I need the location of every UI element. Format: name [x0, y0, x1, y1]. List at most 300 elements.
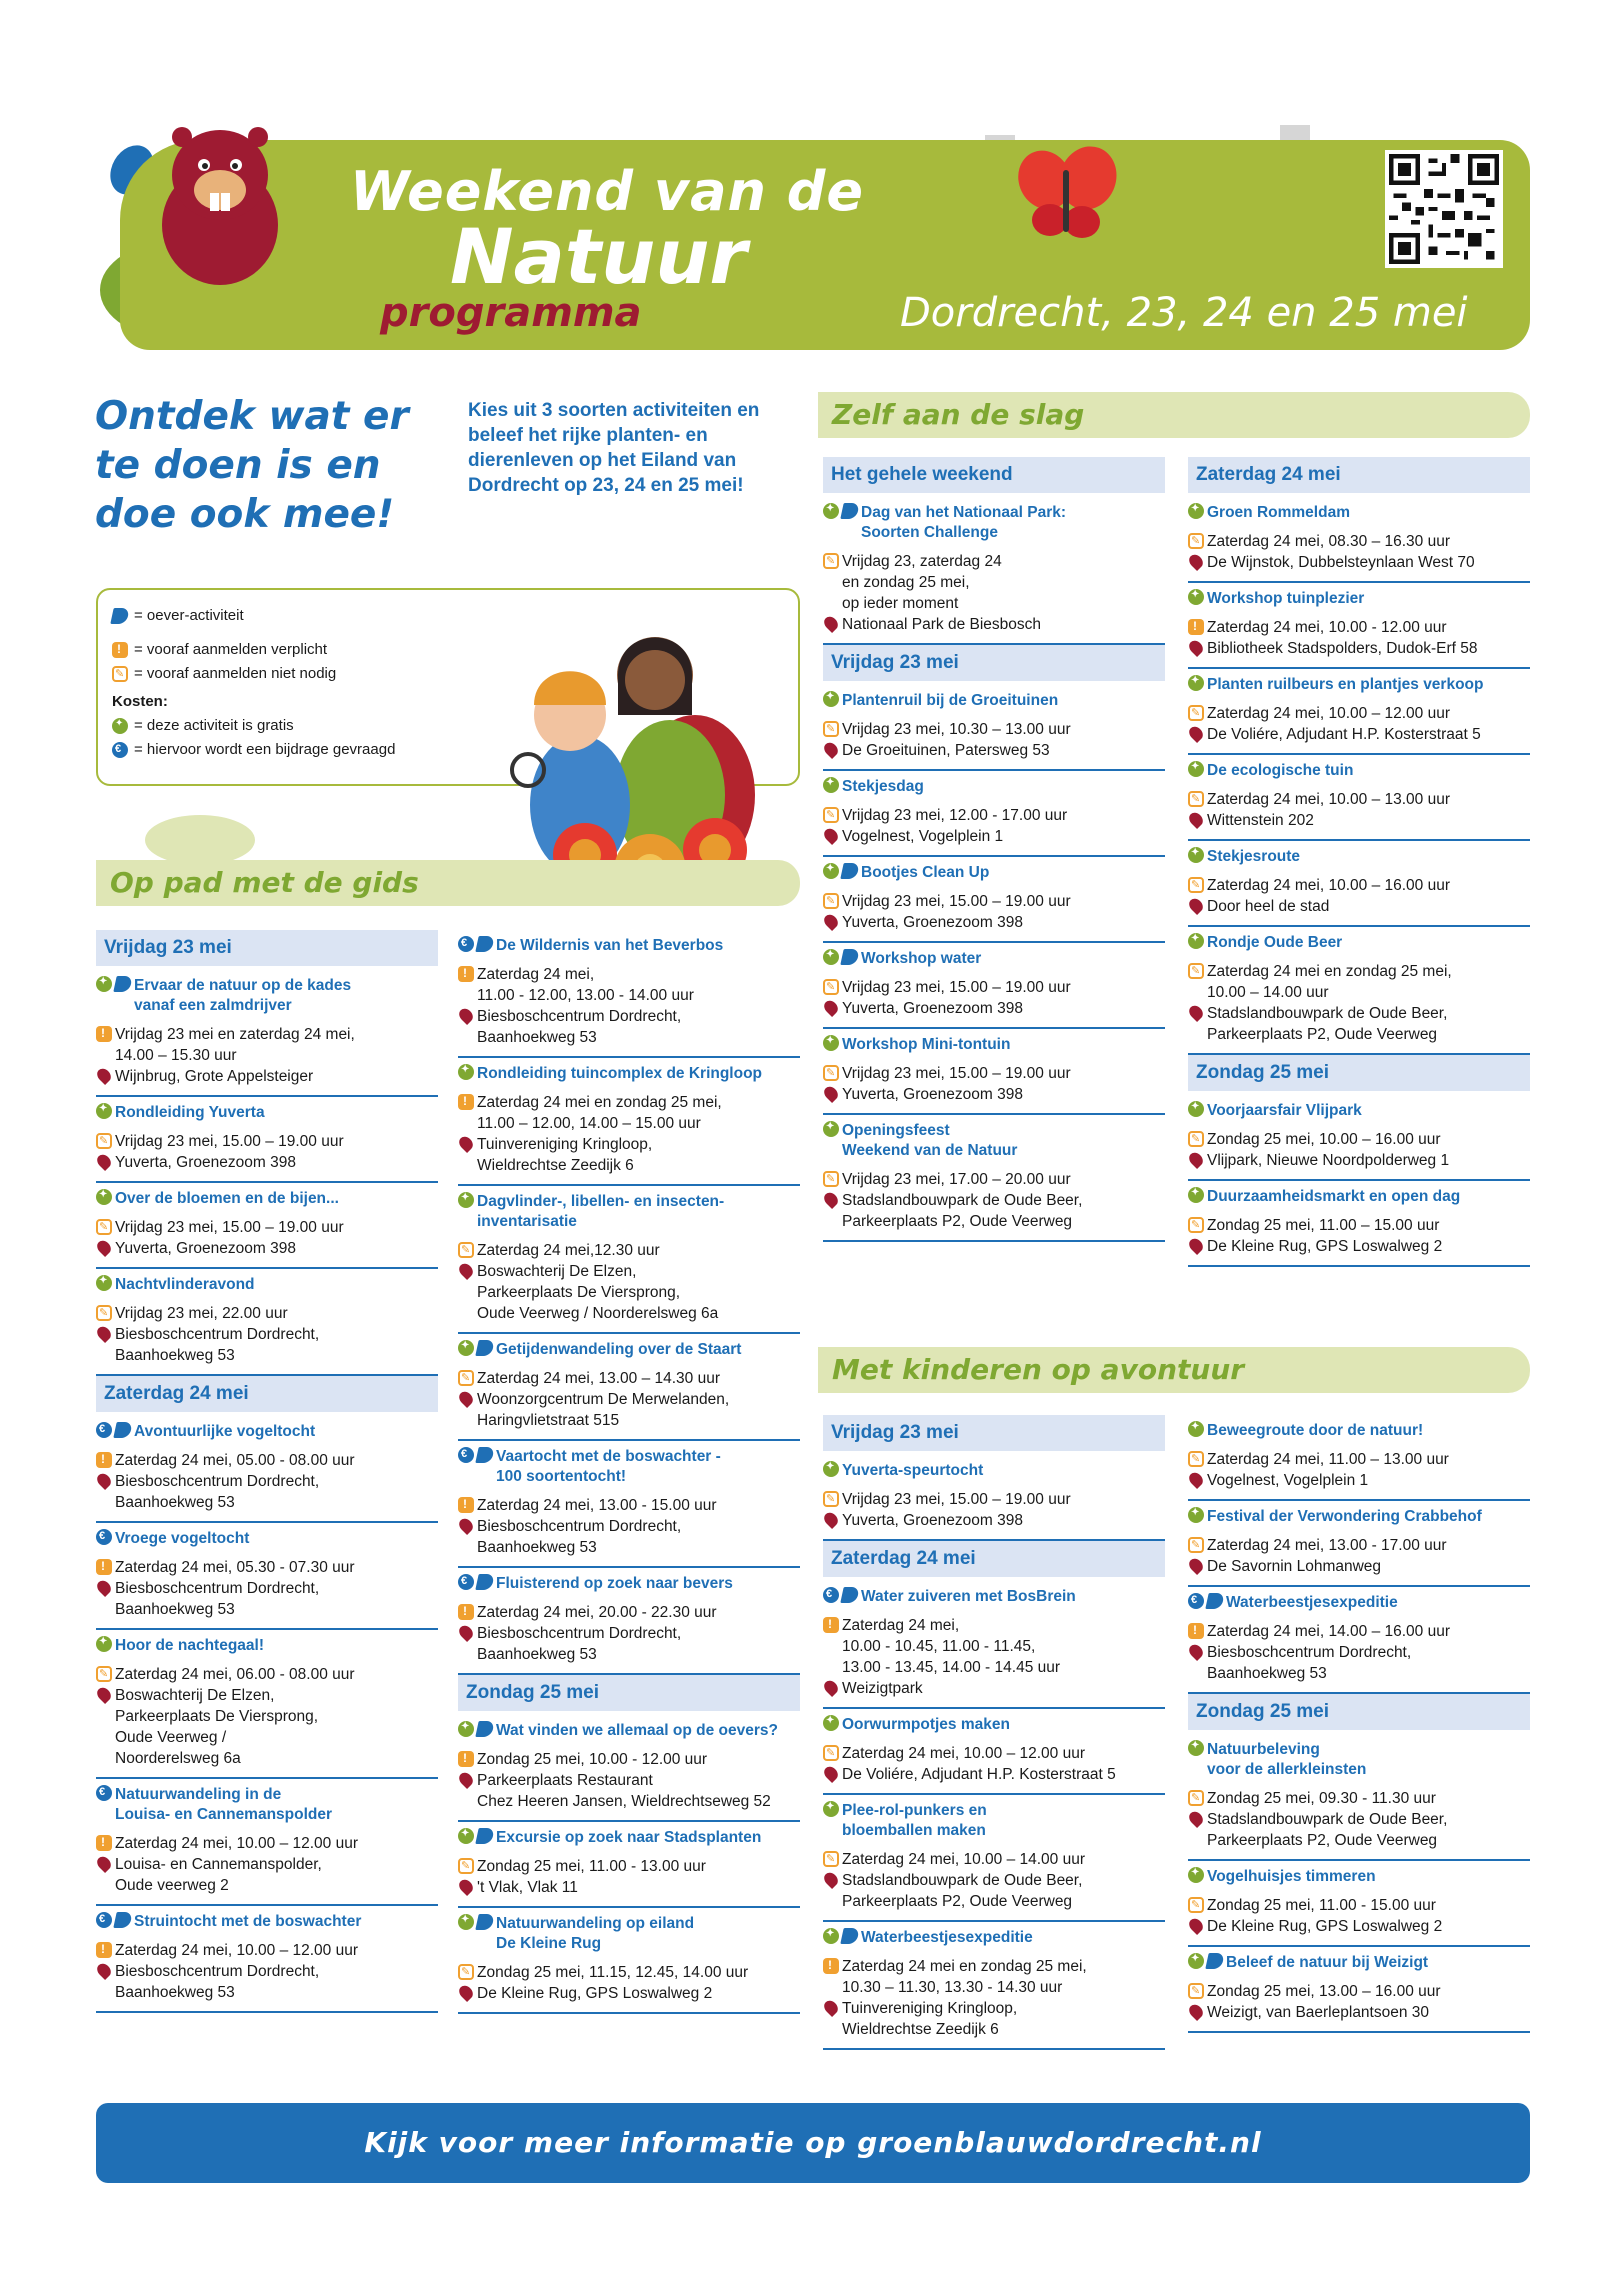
activity-where-text: Wijnbrug, Grote Appelsteiger — [115, 1068, 314, 1085]
activity-when — [458, 1240, 800, 1261]
location-pin-icon — [1186, 724, 1205, 743]
exclamation-icon — [458, 1751, 474, 1767]
column-zelf-left — [823, 457, 1165, 1242]
activity-where-text: Yuverta, Groenezoom 398 — [842, 1000, 1023, 1017]
pen-icon — [1188, 1790, 1204, 1806]
wave-icon — [1205, 1593, 1224, 1609]
column-gids-left — [96, 930, 438, 2013]
activity-where — [96, 1471, 438, 1513]
activity-item — [823, 1455, 1165, 1541]
activity-title — [823, 1121, 1165, 1161]
column-kinderen-right — [1188, 1415, 1530, 2033]
activity-when-text: Zaterdag 24 mei,12.30 uur — [477, 1242, 660, 1259]
activity-where — [96, 1152, 438, 1173]
activity-where-text: Boswachterij De Elzen, Parkeerplaats De Viersprong, Oude Veerweg / Noorderelsweg 6a — [477, 1263, 719, 1322]
activity-where-text: Biesboschcentrum Dordrecht, Baanhoekweg 53 — [115, 1580, 320, 1618]
activity-when — [458, 1749, 800, 1770]
activity-when-text: Zaterdag 24 mei, 05.30 - 07.30 uur — [115, 1559, 355, 1576]
location-pin-icon — [821, 1998, 840, 2017]
wave-icon — [110, 608, 129, 624]
star-icon — [1188, 1867, 1204, 1883]
star-icon — [823, 1461, 839, 1477]
euro-icon — [458, 936, 474, 952]
exclamation-icon — [96, 1835, 112, 1851]
star-icon — [96, 1189, 112, 1205]
activity-item — [823, 1029, 1165, 1115]
activity-where-text: Vogelnest, Vogelplein 1 — [842, 828, 1004, 845]
activity-where-text: Biesboschcentrum Dordrecht, Baanhoekweg 53 — [115, 1963, 320, 2001]
legend-row: ✦ = deze activiteit is gratis — [112, 714, 784, 738]
activity-when — [823, 719, 1165, 740]
activity-when — [458, 964, 800, 1006]
legend-row: € = hiervoor wordt een bijdrage gevraagd — [112, 738, 784, 762]
day-header: Vrijdag 23 mei — [823, 645, 1165, 681]
activity-title — [823, 1587, 1165, 1607]
pen-icon — [1188, 1537, 1204, 1553]
activity-item — [96, 1523, 438, 1630]
activity-when-text: Zaterdag 24 mei en zondag 25 mei, 11.00 – 12.00, 14.00 – 15.00 uur — [477, 1094, 722, 1132]
star-icon — [96, 1636, 112, 1652]
activity-title-text: Rondleiding tuincomplex de Kringloop — [477, 1065, 763, 1082]
title-line1: Weekend van de — [350, 160, 865, 223]
activity-item — [1188, 1095, 1530, 1181]
activity-title — [1188, 1101, 1530, 1121]
activity-title-text: Bootjes Clean Up — [861, 864, 990, 881]
title-line3: programma — [380, 290, 642, 336]
pen-icon — [1188, 1983, 1204, 1999]
activity-item — [458, 1334, 800, 1441]
activity-item — [458, 930, 800, 1058]
activity-when-text: Zaterdag 24 mei, 08.30 – 16.30 uur — [1207, 533, 1450, 550]
activity-title — [1188, 1867, 1530, 1887]
activity-where-text: Parkeerplaats Restaurant Chez Heeren Jansen, Wieldrechtseweg 52 — [477, 1772, 771, 1810]
location-pin-icon — [1186, 1236, 1205, 1255]
activity-when — [96, 1303, 438, 1324]
beaver-illustration — [150, 115, 290, 285]
star-icon — [823, 949, 839, 965]
activity-where-text: Boswachterij De Elzen, Parkeerplaats De Viersprong, Oude Veerweg / Noorderelsweg 6a — [115, 1687, 319, 1767]
star-icon — [1188, 761, 1204, 777]
star-icon — [823, 863, 839, 879]
activity-item — [823, 1709, 1165, 1795]
exclamation-icon — [96, 1559, 112, 1575]
activity-where-text: Tuinvereniging Kringloop, Wieldrechtse Zeedijk 6 — [477, 1136, 653, 1174]
activity-where-text: Tuinvereniging Kringloop, Wieldrechtse Zeedijk 6 — [842, 2000, 1018, 2038]
activity-where — [458, 1516, 800, 1558]
activity-where-text: Vogelnest, Vogelplein 1 — [1207, 1472, 1369, 1489]
activity-where-text: Woonzorgcentrum De Merwelanden, Haringvlietstraat 515 — [477, 1391, 730, 1429]
activity-where-text: De Voliére, Adjudant H.P. Kosterstraat 5 — [842, 1766, 1116, 1783]
location-pin-icon — [94, 1578, 113, 1597]
exclamation-icon — [96, 1942, 112, 1958]
title-line2: Natuur — [450, 212, 747, 301]
activity-item — [1188, 1415, 1530, 1501]
activity-where — [1188, 552, 1530, 573]
activity-title-text: Natuurbeleving voor de allerkleinsten — [1207, 1741, 1367, 1778]
activity-title-text: Getijdenwandeling over de Staart — [496, 1341, 742, 1358]
wave-icon — [113, 1422, 132, 1438]
activity-where-text: Yuverta, Groenezoom 398 — [842, 914, 1023, 931]
location-pin-icon — [821, 1764, 840, 1783]
activity-where — [458, 1261, 800, 1324]
activity-where — [823, 1870, 1165, 1912]
activity-title — [823, 1461, 1165, 1481]
activity-title — [96, 1529, 438, 1549]
activity-title — [458, 936, 800, 956]
activity-where-text: Stadslandbouwpark de Oude Beer, Parkeerplaats P2, Oude Veerweg — [842, 1872, 1083, 1910]
activity-when — [1188, 1449, 1530, 1470]
activity-where — [823, 1510, 1165, 1531]
location-pin-icon — [821, 740, 840, 759]
activity-item — [823, 1115, 1165, 1242]
activity-item — [823, 771, 1165, 857]
activity-where-text: De Kleine Rug, GPS Loswalweg 2 — [1207, 1918, 1443, 1935]
activity-where-text: Door heel de stad — [1207, 898, 1330, 915]
location-pin-icon — [821, 998, 840, 1017]
activity-title — [458, 1064, 800, 1084]
legend-row: ✎ = vooraf aanmelden niet nodig — [112, 662, 784, 686]
activity-when-text: Zaterdag 24 mei, 20.00 - 22.30 uur — [477, 1604, 717, 1621]
footer-banner[interactable]: Kijk voor meer informatie op groenblauwdordrecht.nl — [96, 2103, 1530, 2183]
activity-title-text: Natuurwandeling in de Louisa- en Cannemanspolder — [115, 1786, 333, 1823]
activity-title-text: Natuurwandeling op eiland De Kleine Rug — [496, 1915, 695, 1952]
activity-where — [96, 1578, 438, 1620]
activity-title — [96, 1103, 438, 1123]
activity-item — [823, 1922, 1165, 2050]
location-pin-icon — [94, 1471, 113, 1490]
activity-item — [1188, 669, 1530, 755]
location-pin-icon — [94, 1685, 113, 1704]
activity-title — [96, 1275, 438, 1295]
activity-title — [823, 1928, 1165, 1948]
activity-where — [1188, 1236, 1530, 1257]
activity-title-text: Waterbeestjesexpeditie — [861, 1929, 1033, 1946]
wave-icon — [475, 1574, 494, 1590]
activity-item — [1188, 1501, 1530, 1587]
activity-title-text: Fluisterend op zoek naar bevers — [496, 1575, 733, 1592]
pen-icon — [823, 1851, 839, 1867]
star-icon — [458, 1192, 474, 1208]
column-gids-right — [458, 930, 800, 2014]
activity-when-text: Vrijdag 23 mei, 15.00 – 19.00 uur — [842, 1491, 1071, 1508]
activity-when — [96, 1940, 438, 1961]
star-icon — [1188, 1421, 1204, 1437]
star-icon — [458, 1828, 474, 1844]
activity-where — [1188, 1642, 1530, 1684]
activity-title-text: Voorjaarsfair Vlijpark — [1207, 1102, 1362, 1119]
activity-where — [823, 614, 1165, 635]
activity-item — [823, 1795, 1165, 1922]
activity-item — [458, 1441, 800, 1568]
activity-title — [458, 1914, 800, 1954]
location-pin-icon — [821, 614, 840, 633]
activity-where — [823, 912, 1165, 933]
activity-title — [458, 1340, 800, 1360]
activity-title — [1188, 1593, 1530, 1613]
activity-title-text: Stekjesroute — [1207, 848, 1301, 865]
activity-where — [458, 1983, 800, 2004]
activity-when-text: Zondag 25 mei, 13.00 – 16.00 uur — [1207, 1983, 1441, 2000]
activity-item — [458, 1822, 800, 1908]
location-pin-icon — [1186, 1150, 1205, 1169]
pen-icon — [823, 893, 839, 909]
activity-where — [96, 1961, 438, 2003]
pen-icon — [1188, 1897, 1204, 1913]
activity-where — [823, 1998, 1165, 2040]
activity-item — [1188, 1861, 1530, 1947]
activity-title-text: De ecologische tuin — [1207, 762, 1354, 779]
day-header: Zaterdag 24 mei — [823, 1541, 1165, 1577]
pen-icon — [1188, 1451, 1204, 1467]
activity-when — [458, 1856, 800, 1877]
activity-when-text: Zaterdag 24 mei, 10.00 – 13.00 uur — [1207, 791, 1450, 808]
location-pin-icon — [821, 1870, 840, 1889]
activity-title-text: Struintocht met de boswachter — [134, 1913, 362, 1930]
activity-when-text: Vrijdag 23 mei en zaterdag 24 mei, 14.00 – 15.30 uur — [115, 1026, 355, 1064]
pen-icon — [458, 1370, 474, 1386]
activity-item — [458, 1058, 800, 1186]
activity-where-text: Biesboschcentrum Dordrecht, Baanhoekweg 53 — [115, 1473, 320, 1511]
activity-where — [1188, 724, 1530, 745]
day-header: Zaterdag 24 mei — [1188, 457, 1530, 493]
activity-title — [458, 1447, 800, 1487]
pen-icon — [1188, 533, 1204, 549]
location-pin-icon — [1186, 1642, 1205, 1661]
activity-when-text: Zondag 25 mei, 10.00 – 16.00 uur — [1207, 1131, 1441, 1148]
activity-where — [458, 1006, 800, 1048]
exclamation-icon — [823, 1617, 839, 1633]
activity-where — [823, 998, 1165, 1019]
star-icon — [1188, 1507, 1204, 1523]
activity-title-text: Over de bloemen en de bijen... — [115, 1190, 339, 1207]
day-header: Zondag 25 mei — [1188, 1055, 1530, 1091]
location-pin-icon — [456, 1983, 475, 2002]
activity-title — [96, 1636, 438, 1656]
activity-title — [458, 1721, 800, 1741]
activity-when — [458, 1602, 800, 1623]
exclamation-icon — [1188, 1623, 1204, 1639]
activity-title-text: Water zuiveren met BosBrein — [861, 1588, 1076, 1605]
activity-where — [1188, 1809, 1530, 1851]
location-pin-icon — [1186, 1470, 1205, 1489]
star-icon — [1188, 1953, 1204, 1969]
activity-where-text: Nationaal Park de Biesbosch — [842, 616, 1042, 633]
activity-where — [1188, 2002, 1530, 2023]
star-icon — [823, 691, 839, 707]
activity-title — [1188, 1953, 1530, 1973]
activity-title — [1188, 761, 1530, 781]
pen-icon — [1188, 1217, 1204, 1233]
activity-title-text: Vaartocht met de boswachter - 100 soortentocht! — [496, 1448, 721, 1485]
legend-costs-label: Kosten: — [112, 693, 168, 710]
activity-when-text: Zaterdag 24 mei, 11.00 – 13.00 uur — [1207, 1451, 1449, 1468]
euro-icon — [96, 1785, 112, 1801]
wave-icon — [475, 1721, 494, 1737]
location-pin-icon — [821, 1510, 840, 1529]
activity-where — [96, 1854, 438, 1896]
activity-item — [823, 685, 1165, 771]
activity-title-text: Plantenruil bij de Groeituinen — [842, 692, 1059, 709]
activity-title — [1188, 933, 1530, 953]
star-icon — [1188, 1101, 1204, 1117]
activity-when — [823, 805, 1165, 826]
activity-title-text: Plee-rol-punkers en bloemballen maken — [842, 1802, 987, 1839]
location-pin-icon — [821, 1084, 840, 1103]
wave-icon — [475, 1447, 494, 1463]
activity-where-text: Stadslandbouwpark de Oude Beer, Parkeerplaats P2, Oude Veerweg — [1207, 1811, 1448, 1849]
activity-when-text: Zondag 25 mei, 11.00 - 15.00 uur — [1207, 1897, 1436, 1914]
star-icon — [1188, 503, 1204, 519]
activity-item — [823, 497, 1165, 645]
pen-icon — [823, 1745, 839, 1761]
pen-icon — [823, 1171, 839, 1187]
activity-when-text: Zaterdag 24 mei en zondag 25 mei, 10.30 – 11.30, 13.30 - 14.30 uur — [842, 1958, 1087, 1996]
activity-where — [96, 1324, 438, 1366]
pen-icon — [823, 1491, 839, 1507]
activity-title — [96, 1422, 438, 1442]
euro-icon — [458, 1574, 474, 1590]
activity-title-text: Wat vinden we allemaal op de oevers? — [496, 1722, 778, 1739]
activity-title — [823, 863, 1165, 883]
activity-when-text: Vrijdag 23 mei, 15.00 – 19.00 uur — [842, 979, 1071, 996]
activity-when — [1188, 1981, 1530, 2002]
activity-item — [96, 1630, 438, 1779]
activity-where-text: Biesboschcentrum Dordrecht, Baanhoekweg 53 — [477, 1518, 682, 1556]
kids-illustration — [470, 555, 770, 875]
activity-where-text: Vlijpark, Nieuwe Noordpolderweg 1 — [1207, 1152, 1450, 1169]
activity-when-text: Zaterdag 24 mei, 05.00 - 08.00 uur — [115, 1452, 355, 1469]
activity-title — [823, 1801, 1165, 1841]
activity-title — [823, 777, 1165, 797]
location-pin-icon — [821, 1678, 840, 1697]
star-icon — [458, 1721, 474, 1737]
wave-icon — [840, 949, 859, 965]
activity-when — [96, 1664, 438, 1685]
activity-where-text: Stadslandbouwpark de Oude Beer, Parkeerplaats P2, Oude Veerweg — [842, 1192, 1083, 1230]
star-icon — [1188, 933, 1204, 949]
star-icon — [823, 1928, 839, 1944]
location-pin-icon — [821, 826, 840, 845]
pen-icon — [1188, 963, 1204, 979]
activity-where-text: Biesboschcentrum Dordrecht, Baanhoekweg 53 — [1207, 1644, 1412, 1682]
euro-icon — [112, 742, 128, 758]
activity-title-text: Dag van het Nationaal Park: Soorten Challenge — [861, 504, 1067, 541]
activity-title-text: Nachtvlinderavond — [115, 1276, 255, 1293]
activity-when-text: Zaterdag 24 mei en zondag 25 mei, 10.00 – 14.00 uur — [1207, 963, 1452, 1001]
activity-where-text: Louisa- en Cannemanspolder, Oude veerweg 2 — [115, 1856, 322, 1894]
activity-when-text: Zaterdag 24 mei, 13.00 – 14.30 uur — [477, 1370, 720, 1387]
activity-when — [96, 1024, 438, 1066]
day-header: Vrijdag 23 mei — [823, 1415, 1165, 1451]
star-icon — [1188, 847, 1204, 863]
activity-when — [1188, 617, 1530, 638]
activity-when-text: Zondag 25 mei, 09.30 - 11.30 uur — [1207, 1790, 1436, 1807]
activity-item — [458, 1715, 800, 1822]
wave-icon — [475, 1914, 494, 1930]
activity-when — [96, 1557, 438, 1578]
exclamation-icon — [1188, 619, 1204, 635]
activity-where-text: De Groeituinen, Patersweg 53 — [842, 742, 1050, 759]
activity-title — [458, 1828, 800, 1848]
activity-title-text: Avontuurlijke vogeltocht — [134, 1423, 316, 1440]
pen-icon — [1188, 705, 1204, 721]
activity-title — [823, 1035, 1165, 1055]
activity-where — [1188, 1003, 1530, 1045]
day-header: Vrijdag 23 mei — [96, 930, 438, 966]
star-icon — [96, 1103, 112, 1119]
location-pin-icon — [456, 1877, 475, 1896]
column-kinderen-left — [823, 1415, 1165, 2050]
activity-when-text: Zaterdag 24 mei, 10.00 – 12.00 uur — [115, 1835, 358, 1852]
star-icon — [1188, 1187, 1204, 1203]
location-pin-icon — [1186, 2002, 1205, 2021]
activity-title — [823, 949, 1165, 969]
activity-title — [1188, 589, 1530, 609]
activity-title-text: Vogelhuisjes timmeren — [1207, 1868, 1376, 1885]
activity-when — [1188, 1129, 1530, 1150]
section-gids: Op pad met de gids — [96, 860, 800, 906]
activity-when-text: Vrijdag 23 mei, 15.00 – 19.00 uur — [115, 1133, 344, 1150]
activity-where-text: Weizigtpark — [842, 1680, 923, 1697]
activity-title — [823, 503, 1165, 543]
activity-item — [96, 1779, 438, 1906]
activity-when — [823, 1956, 1165, 1998]
pen-icon — [1188, 791, 1204, 807]
activity-when — [1188, 1535, 1530, 1556]
exclamation-icon — [96, 1026, 112, 1042]
qr-code[interactable] — [1385, 150, 1503, 268]
activity-title-text: Groen Rommeldam — [1207, 504, 1350, 521]
star-icon — [96, 976, 112, 992]
activity-title — [1188, 847, 1530, 867]
wave-icon — [1205, 1953, 1224, 1969]
location-pin-icon — [456, 1006, 475, 1025]
activity-title — [1188, 503, 1530, 523]
activity-title-text: De Wildernis van het Beverbos — [496, 937, 724, 954]
activity-item — [823, 943, 1165, 1029]
activity-title-text: Ervaar de natuur op de kades vanaf een zalmdrijver — [134, 977, 352, 1014]
activity-where-text: Biesboschcentrum Dordrecht, Baanhoekweg 53 — [477, 1625, 682, 1663]
activity-when-text: Vrijdag 23 mei, 15.00 – 19.00 uur — [842, 1065, 1071, 1082]
activity-where-text: 't Vlak, Vlak 11 — [477, 1879, 578, 1896]
activity-title — [1188, 1187, 1530, 1207]
euro-icon — [96, 1422, 112, 1438]
location-pin-icon — [821, 912, 840, 931]
activity-title — [96, 1912, 438, 1932]
section-zelf: Zelf aan de slag — [818, 392, 1530, 438]
activity-when — [1188, 531, 1530, 552]
activity-where — [96, 1066, 438, 1087]
activity-item — [96, 1183, 438, 1269]
activity-when — [823, 977, 1165, 998]
activity-where-text: Yuverta, Groenezoom 398 — [115, 1154, 296, 1171]
intro-heading: Ontdek wat er te doen is en doe ook mee! — [95, 394, 409, 537]
activity-where-text: Biesboschcentrum Dordrecht, Baanhoekweg 53 — [477, 1008, 682, 1046]
activity-title — [823, 691, 1165, 711]
euro-icon — [458, 1447, 474, 1463]
star-icon — [823, 503, 839, 519]
activity-when — [458, 1495, 800, 1516]
activity-title-text: Planten ruilbeurs en plantjes verkoop — [1207, 676, 1484, 693]
activity-title-text: Beweegroute door de natuur! — [1207, 1422, 1424, 1439]
activity-title — [96, 1785, 438, 1825]
exclamation-icon — [458, 966, 474, 982]
location-pin-icon — [456, 1389, 475, 1408]
activity-title — [1188, 675, 1530, 695]
pen-icon — [1188, 1131, 1204, 1147]
activity-when — [823, 1489, 1165, 1510]
activity-when — [823, 1063, 1165, 1084]
